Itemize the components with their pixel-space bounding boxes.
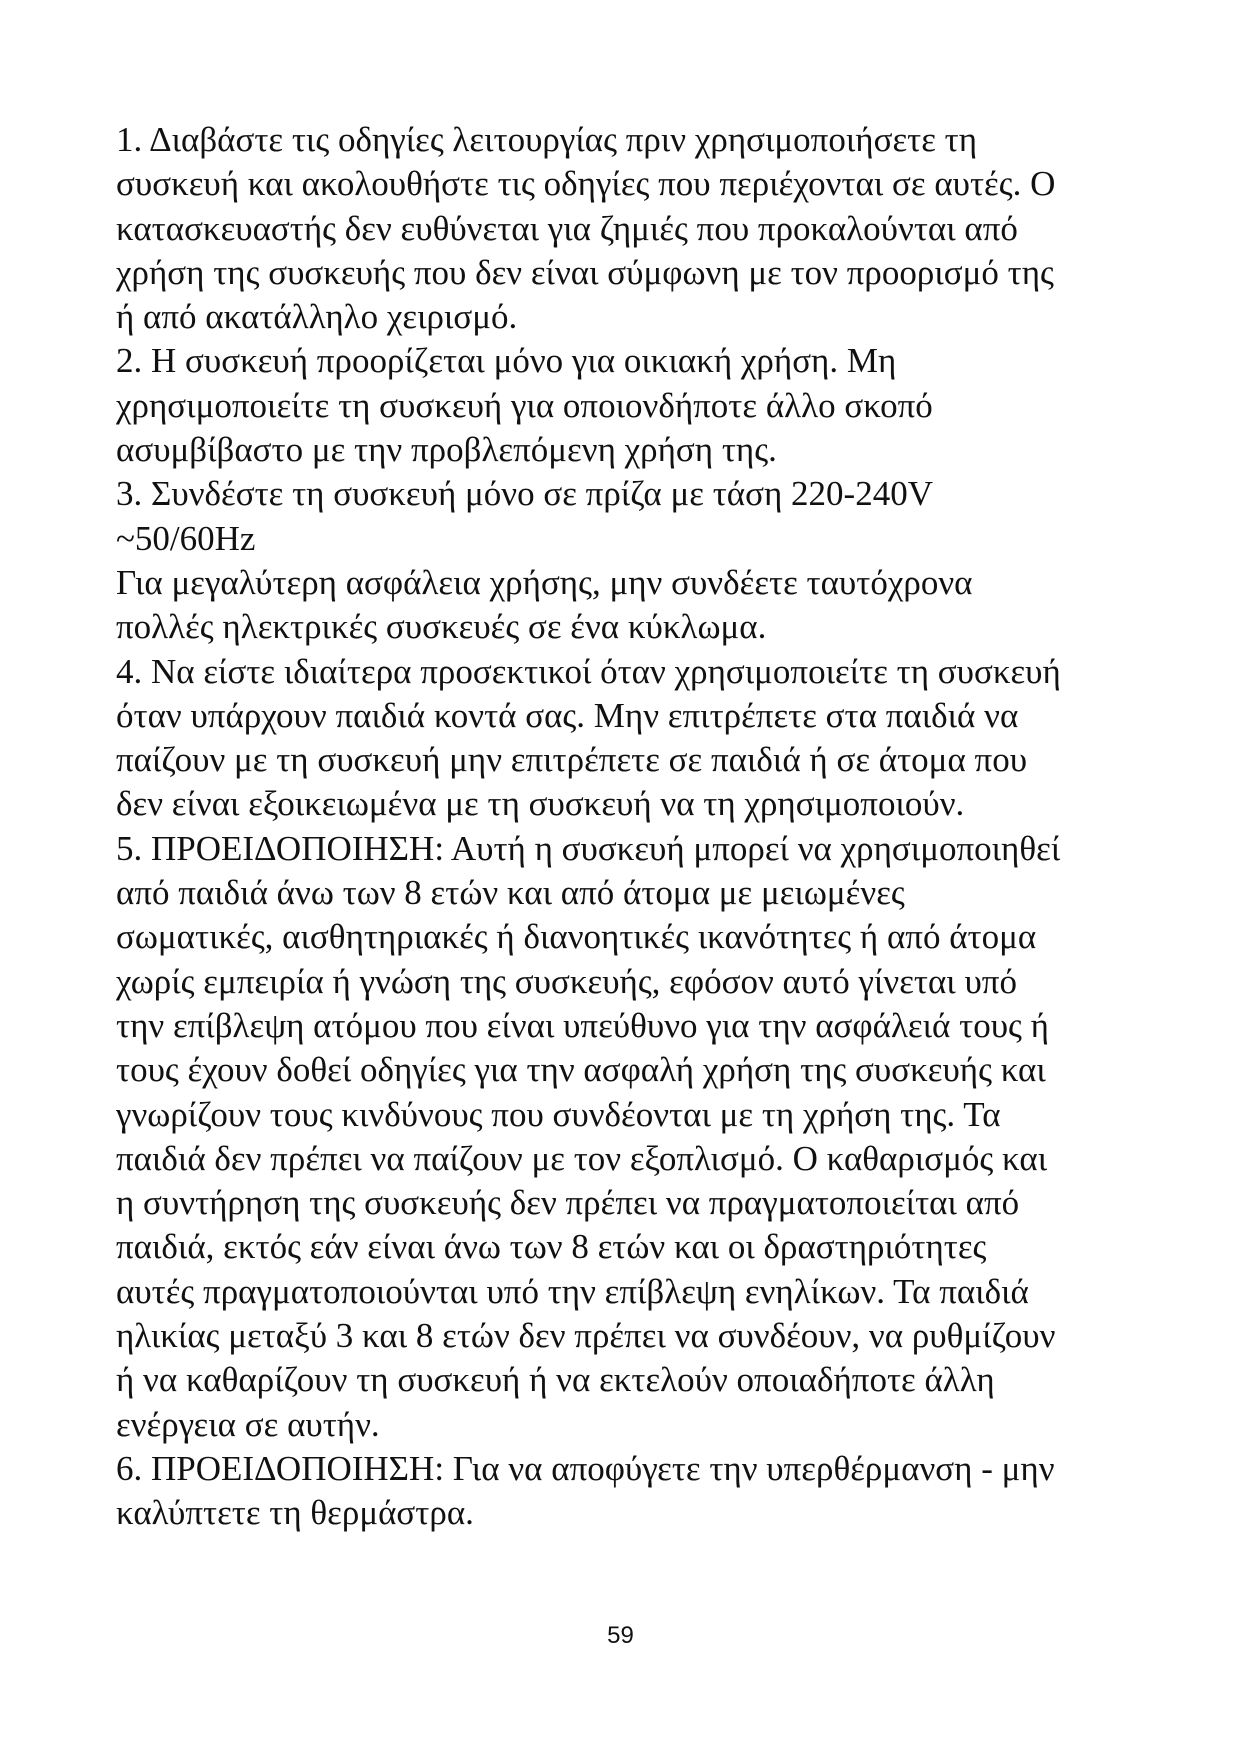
text-line: σωματικές, αισθητηριακές ή διανοητικές ικανότητες ή από άτομα: [116, 917, 1037, 957]
text-line: γνωρίζουν τους κινδύνους που συνδέονται με τη χρήση της. Τα: [116, 1094, 1001, 1134]
instruction-6-warning: [116, 1447, 1176, 1536]
instruction-2: [116, 339, 1176, 472]
text-line: ενέργεια σε αυτήν.: [116, 1404, 380, 1444]
text-line: Για μεγαλύτερη ασφάλεια χρήσης, μην συνδέετε ταυτόχρονα: [116, 562, 973, 602]
instruction-1: [116, 118, 1176, 339]
text-line: δεν είναι εξοικειωμένα με τη συσκευή να τη χρησιμοποιούν.: [116, 784, 965, 824]
text-line: παιδιά δεν πρέπει να παίζουν με τον εξοπλισμό. Ο καθαρισμός και: [116, 1138, 1048, 1178]
text-line: καλύπτετε τη θερμάστρα.: [116, 1493, 474, 1533]
text-line: όταν υπάρχουν παιδιά κοντά σας. Μην επιτρέπετε στα παιδιά να: [116, 695, 1019, 735]
text-line: χρήση της συσκευής που δεν είναι σύμφωνη με τον προορισμό της: [116, 252, 1054, 292]
text-line: η συντήρηση της συσκευής δεν πρέπει να πραγματοποιείται από: [116, 1183, 1020, 1223]
text-line: παίζουν με τη συσκευή μην επιτρέπετε σε παιδιά ή σε άτομα που: [116, 740, 1028, 780]
text-line: 4. Να είστε ιδιαίτερα προσεκτικοί όταν χρησιμοποιείτε τη συσκευή: [116, 651, 1061, 691]
text-line: την επίβλεψη ατόμου που είναι υπεύθυνο για την ασφάλειά τους ή: [116, 1005, 1049, 1045]
text-line: παιδιά, εκτός εάν είναι άνω των 8 ετών και οι δραστηριότητες: [116, 1227, 987, 1267]
text-line: ηλικίας μεταξύ 3 και 8 ετών δεν πρέπει να συνδέουν, να ρυθμίζουν: [116, 1316, 1056, 1356]
text-line: 2. Η συσκευή προορίζεται μόνο για οικιακή χρήση. Μη: [116, 341, 897, 381]
instruction-5-warning: [116, 827, 1176, 1447]
text-line: συσκευή και ακολουθήστε τις οδηγίες που περιέχονται σε αυτές. Ο: [116, 164, 1056, 204]
text-line: χρησιμοποιείτε τη συσκευή για οποιονδήποτε άλλο σκοπό: [116, 385, 933, 425]
page-number: 59: [607, 1622, 634, 1649]
text-line: κατασκευαστής δεν ευθύνεται για ζημιές που προκαλούνται από: [116, 208, 1018, 248]
text-line: 1. Διαβάστε τις οδηγίες λειτουργίας πριν χρησιμοποιήσετε τη: [116, 120, 978, 159]
text-line: ~50/60Hz: [116, 518, 256, 558]
text-line: από παιδιά άνω των 8 ετών και από άτομα με μειωμένες: [116, 873, 905, 913]
instruction-4: [116, 650, 1176, 827]
text-line: χωρίς εμπειρία ή γνώση της συσκευής, εφόσον αυτό γίνεται υπό: [116, 961, 1017, 1001]
text-line: 6. ΠΡΟΕΙΔΟΠΟΙΗΣΗ: Για να αποφύγετε την υπερθέρμανση - μην: [116, 1448, 1055, 1488]
text-line: 5. ΠΡΟΕΙΔΟΠΟΙΗΣΗ: Αυτή η συσκευή μπορεί να χρησιμοποιηθεί: [116, 828, 1061, 868]
text-line: 3. Συνδέστε τη συσκευή μόνο σε πρίζα με τάση 220-240V: [116, 474, 933, 514]
text-line: πολλές ηλεκτρικές συσκευές σε ένα κύκλωμα.: [116, 607, 767, 647]
text-line: αυτές πραγματοποιούνται υπό την επίβλεψη ενηλίκων. Τα παιδιά: [116, 1271, 1029, 1311]
text-line: ή από ακατάλληλο χειρισμό.: [116, 297, 518, 337]
text-line: ασυμβίβαστο με την προβλεπόμενη χρήση της.: [116, 430, 777, 470]
instructions-body: [116, 118, 1176, 1536]
text-line: τους έχουν δοθεί οδηγίες για την ασφαλή χρήση της συσκευής και: [116, 1050, 1046, 1090]
text-line: ή να καθαρίζουν τη συσκευή ή να εκτελούν οποιαδήποτε άλλη: [116, 1360, 995, 1400]
instruction-3: [116, 472, 1176, 649]
